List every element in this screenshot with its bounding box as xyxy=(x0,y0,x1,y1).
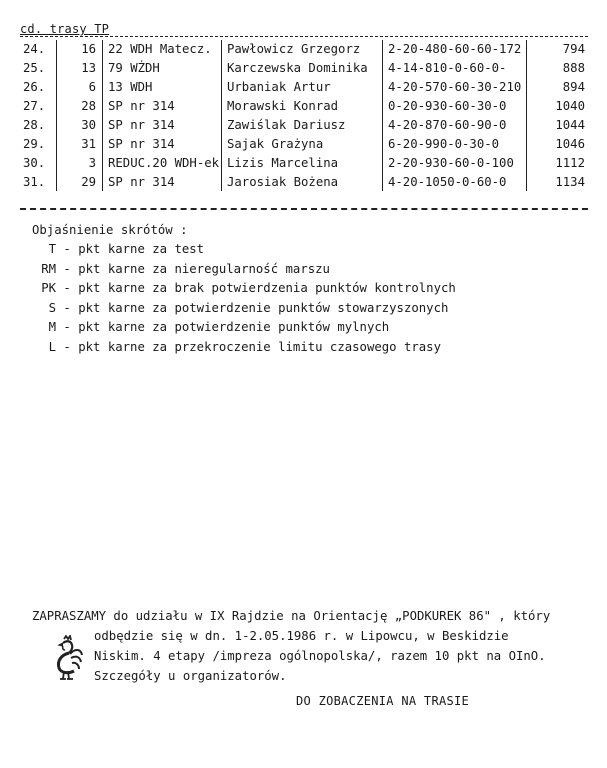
table-row xyxy=(20,172,588,191)
table-row xyxy=(20,116,588,135)
cell-name: Pawłowicz Grzegorz xyxy=(222,40,383,59)
legend-item xyxy=(32,240,456,260)
legend-abbr: RM xyxy=(41,261,56,276)
legend-abbr: PK xyxy=(41,281,56,295)
cell-no: 31. xyxy=(23,174,46,189)
legend-item xyxy=(32,338,456,358)
cell-code: 0-20-930-60-30-0 xyxy=(383,97,527,116)
bottom-divider xyxy=(20,208,588,210)
table-row xyxy=(20,40,588,59)
legend-abbr: L xyxy=(48,339,56,354)
legend-abbr: M xyxy=(48,320,56,334)
legend-text: - pkt karne za nieregularność marszu xyxy=(63,261,330,276)
cell-total: 1040 xyxy=(527,97,589,116)
legend-text: - pkt karne za test xyxy=(63,242,205,256)
cell-code: 4-14-810-0-60-0- xyxy=(383,59,527,78)
table-row xyxy=(20,153,588,172)
cell-total: 894 xyxy=(527,78,589,97)
cell-club: REDUC.20 WDH-ek xyxy=(103,153,222,172)
rooster-icon xyxy=(50,635,84,681)
legend-text: - pkt karne za potwierdzenie punktów stowarzyszonych xyxy=(63,300,449,315)
cell-points: 13 xyxy=(57,59,103,78)
legend-item xyxy=(32,260,456,280)
cell-no: 28. xyxy=(23,118,46,132)
cell-code: 2-20-930-60-0-100 xyxy=(383,153,527,172)
cell-total: 794 xyxy=(527,40,589,59)
cell-no: 29. xyxy=(23,136,46,151)
cell-points: 29 xyxy=(57,172,103,191)
cell-club: SP nr 314 xyxy=(103,134,222,153)
cell-code: 6-20-990-0-30-0 xyxy=(383,134,527,153)
table-row xyxy=(20,97,588,116)
cell-no: 24. xyxy=(23,42,46,57)
cell-club: 22 WDH Matecz. xyxy=(103,40,222,59)
cell-code: 4-20-570-60-30-210 xyxy=(383,78,527,97)
invitation-line: ZAPRASZAMY do udziału w IX Rajdzie na Orientację „PODKUREK 86" , który xyxy=(32,609,551,623)
cell-points: 31 xyxy=(57,134,103,153)
cell-name: Jarosiak Bożena xyxy=(222,172,383,191)
invitation-block xyxy=(32,606,592,686)
cell-points: 6 xyxy=(57,78,103,97)
section-heading: cd. trasy TP xyxy=(20,22,110,36)
cell-club: SP nr 314 xyxy=(103,97,222,116)
cell-name: Zawiślak Dariusz xyxy=(222,116,383,135)
legend-item xyxy=(32,318,456,338)
cell-total: 1134 xyxy=(527,172,589,191)
table-row xyxy=(20,78,588,97)
cell-no: 25. xyxy=(23,61,46,76)
table-row xyxy=(20,134,588,153)
legend-abbr: S xyxy=(48,300,56,315)
cell-no: 26. xyxy=(23,80,46,95)
legend-text: - pkt karne za brak potwierdzenia punktów kontrolnych xyxy=(63,281,456,295)
legend-title: Objaśnienie skrótów : xyxy=(32,223,188,237)
cell-total: 1044 xyxy=(527,116,589,135)
top-divider xyxy=(20,36,588,37)
cell-club: 13 WDH xyxy=(103,78,222,97)
cell-total: 888 xyxy=(527,59,589,78)
cell-club: 79 WŻDH xyxy=(103,59,222,78)
results-table xyxy=(20,40,588,191)
cell-total: 1112 xyxy=(527,153,589,172)
cell-no: 27. xyxy=(23,99,46,114)
cell-name: Karczewska Dominika xyxy=(222,59,383,78)
legend-text: - pkt karne za potwierdzenie punktów mylnych xyxy=(63,320,390,334)
cell-points: 28 xyxy=(57,97,103,116)
farewell-text: DO ZOBACZENIA NA TRASIE xyxy=(296,694,470,708)
cell-points: 16 xyxy=(57,40,103,59)
invitation-line: Szczegóły u organizatorów. xyxy=(94,669,287,683)
cell-name: Morawski Konrad xyxy=(222,97,383,116)
cell-code: 4-20-870-60-90-0 xyxy=(383,116,527,135)
cell-name: Urbaniak Artur xyxy=(222,78,383,97)
cell-name: Lizis Marcelina xyxy=(222,153,383,172)
cell-club: SP nr 314 xyxy=(103,172,222,191)
cell-total: 1046 xyxy=(527,134,589,153)
cell-points: 30 xyxy=(57,116,103,135)
legend-text: - pkt karne za przekroczenie limitu czasowego trasy xyxy=(63,339,441,354)
table-row xyxy=(20,59,588,78)
invitation-line: Niskim. 4 etapy /impreza ogólnopolska/, razem 10 pkt na OInO. xyxy=(94,649,546,663)
cell-code: 4-20-1050-0-60-0 xyxy=(383,172,527,191)
cell-club: SP nr 314 xyxy=(103,116,222,135)
legend-abbr: T xyxy=(48,242,56,256)
legend-item xyxy=(32,279,456,299)
cell-name: Sajak Grażyna xyxy=(222,134,383,153)
cell-code: 2-20-480-60-60-172 xyxy=(383,40,527,59)
invitation-line: odbędzie się w dn. 1-2.05.1986 r. w Lipowcu, w Beskidzie xyxy=(94,629,509,643)
legend-item xyxy=(32,299,456,319)
abbreviations-legend xyxy=(32,220,456,357)
cell-points: 3 xyxy=(57,153,103,172)
cell-no: 30. xyxy=(23,155,46,170)
